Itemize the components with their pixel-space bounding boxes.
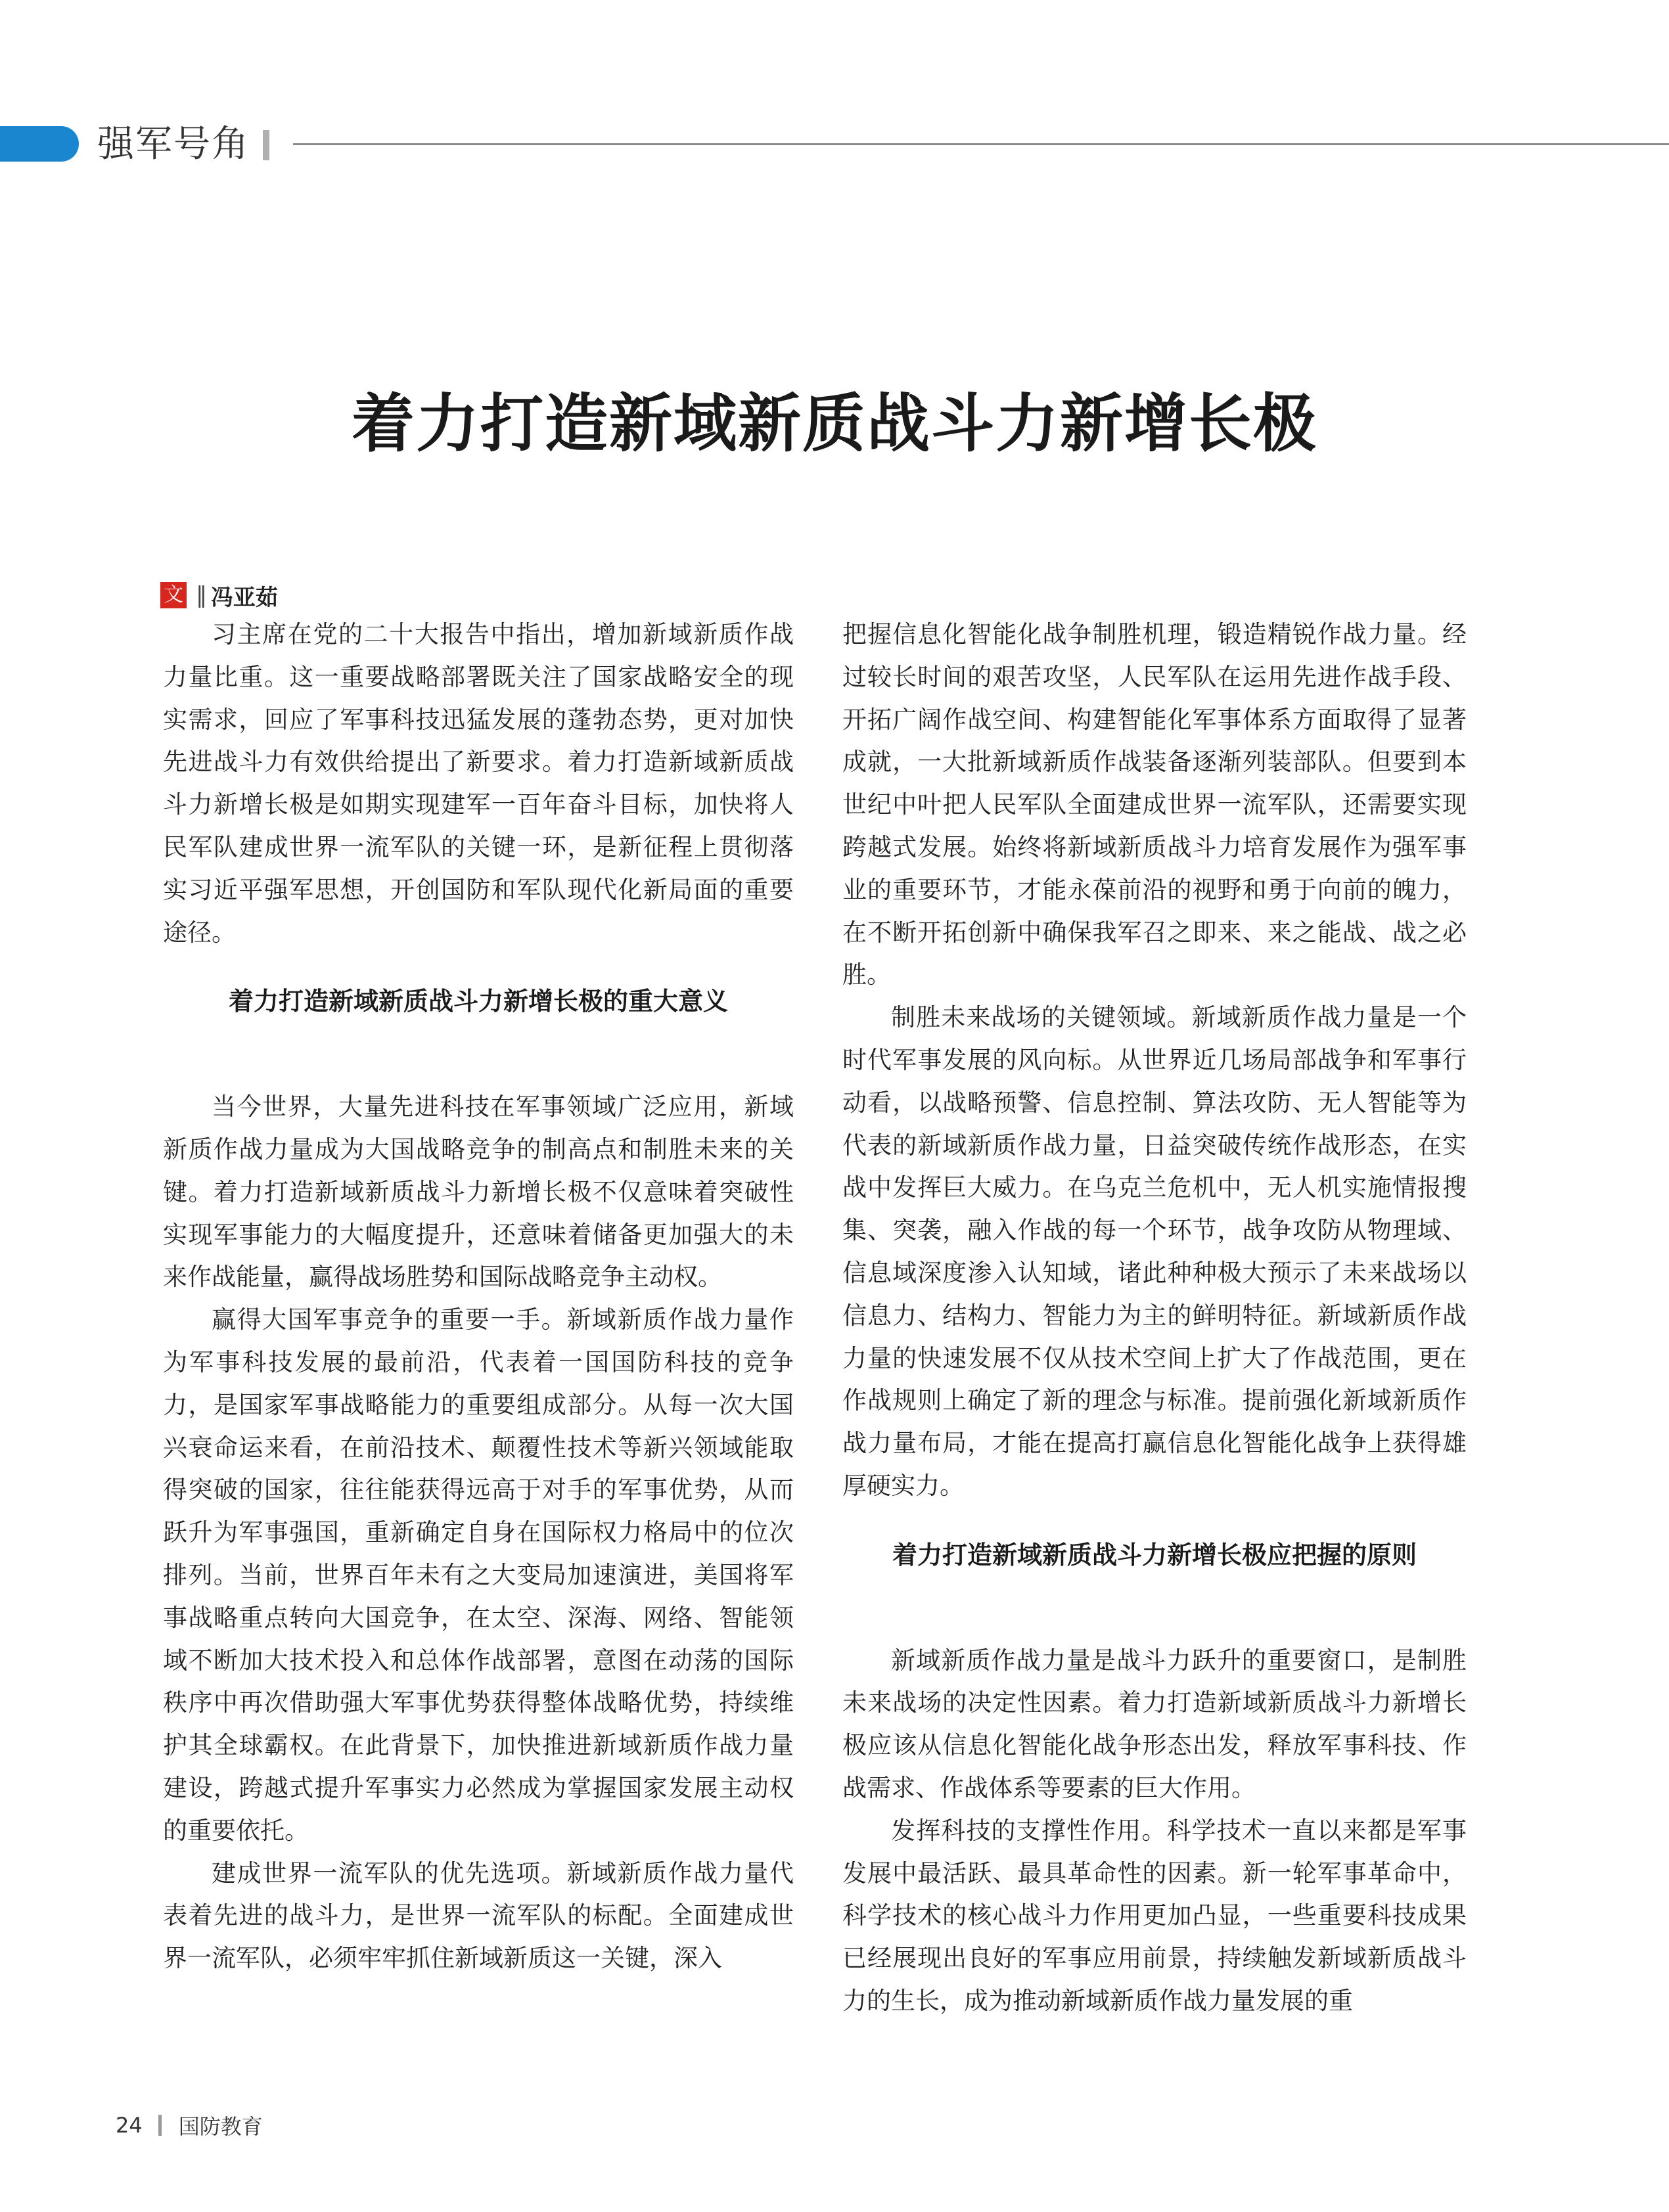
left-column [163,614,794,1980]
body-paragraph: 当今世界，大量先进科技在军事领域广泛应用，新域新质作战力量成为大国战略竞争的制高点和制胜未来的关键。着力打造新域新质战斗力新增长极不仅意味着突破性实现军事能力的大幅度提升，还意味着储备更加强大的未来作战能量，赢得战场胜势和国际战略竞争主动权。 [163,1093,794,1292]
header-rule [293,143,1669,145]
publication-name: 国防教育 [178,2114,263,2139]
section-tag-pill [0,126,79,162]
author-badge: 文 [160,582,187,608]
article-title: 着力打造新域新质战斗力新增长极 [352,387,1317,461]
body-paragraph-continued: 把握信息化智能化战争制胜机理，锻造精锐作战力量。经过较长时间的艰苦攻坚，人民军队在运用先进作战手段、开拓广阔作战空间、构建智能化军事体系方面取得了显著成就，一大批新域新质作战装备逐渐列装部队。但要到本世纪中叶把人民军队全面建成世界一流军队，还需要实现跨越式发展。始终将新域新质战斗力培育发展作为强军事业的重要环节，才能永葆前沿的视野和勇于向前的魄力，在不断开拓创新中确保我军召之即来、来之能战、战之必胜。 [842,620,1467,989]
section-heading-1: 着力打造新域新质战斗力新增长极的重大意义 [228,987,728,1016]
body-paragraph: 赢得大国军事竞争的重要一手。新域新质作战力量作为军事科技发展的最前沿，代表着一国国防科技的竞争力，是国家军事战略能力的重要组成部分。从每一次大国兴衰命运来看，在前沿技术、颠覆性技术等新兴领域能取得突破的国家，往往能获得远高于对手的军事优势，从而跃升为军事强国，重新确定自身在国际权力格局中的位次排列。当前，世界百年未有之大变局加速演进，美国将军事战略重点转向大国竞争，在太空、深海、网络、智能领域不断加大技术投入和总体作战部署，意图在动荡的国际秩序中再次借助强大军事优势获得整体战略优势，持续维护其全球霸权。在此背景下，加快推进新域新质作战力量建设，跨越式提升军事实力必然成为掌握国家发展主动权的重要依托。 [163,1305,794,1845]
page-number: 24 [116,2113,143,2138]
right-column [842,614,1467,2023]
body-paragraph: 建成世界一流军队的优先选项。新域新质作战力量代表着先进的战斗力，是世界一流军队的标配。全面建成世界一流军队，必须牢牢抓住新域新质这一关键，深入 [163,1859,794,1973]
section-label: 强军号角 [97,123,250,166]
body-paragraph: 制胜未来战场的关键领域。新域新质作战力量是一个时代军事发展的风向标。从世界近几场局部战争和军事行动看，以战略预警、信息控制、算法攻防、无人智能等为代表的新域新质作战力量，日益突破传统作战形态，在实战中发挥巨大威力。在乌克兰危机中，无人机实施情报搜集、突袭，融入作战的每一个环节，战争攻防从物理域、信息域深度渗入认知域，诸此种种极大预示了未来战场以信息力、结构力、智能力为主的鲜明特征。新域新质作战力量的快速发展不仅从技术空间上扩大了作战范围，更在作战规则上确定了新的理念与标准。提前强化新域新质作战力量布局，才能在提高打赢信息化智能化战争上获得雄厚硬实力。 [842,1003,1467,1500]
byline [160,581,278,610]
author-name: 冯亚茹 [210,584,278,611]
body-paragraph: 发挥科技的支撑性作用。科学技术一直以来都是军事发展中最活跃、最具革命性的因素。新一轮军事革命中，科学技术的核心战斗力作用更加凸显，一些重要科技成果已经展现出良好的军事应用前景，持续触发新域新质战斗力的生长，成为推动新域新质作战力量发展的重 [842,1816,1467,2015]
footer-divider [158,2115,162,2136]
section-divider-bar [263,130,269,160]
byline-separator: || [196,582,203,608]
intro-paragraph: 习主席在党的二十大报告中指出，增加新域新质作战力量比重。这一重要战略部署既关注了国家战略安全的现实需求，回应了军事科技迅猛发展的蓬勃态势，更对加快先进战斗力有效供给提出了新要求。着力打造新域新质战斗力新增长极是如期实现建军一百年奋斗目标，加快将人民军队建成世界一流军队的关键一环，是新征程上贯彻落实习近平强军思想，开创国防和军队现代化新局面的重要途径。 [163,620,794,947]
page-footer [116,2109,263,2142]
body-paragraph: 新域新质作战力量是战斗力跃升的重要窗口，是制胜未来战场的决定性因素。着力打造新域新质战斗力新增长极应该从信息化智能化战争形态出发，释放军事科技、作战需求、作战体系等要素的巨大作用。 [842,1646,1467,1802]
section-heading-2: 着力打造新域新质战斗力新增长极应把握的原则 [892,1540,1417,1569]
